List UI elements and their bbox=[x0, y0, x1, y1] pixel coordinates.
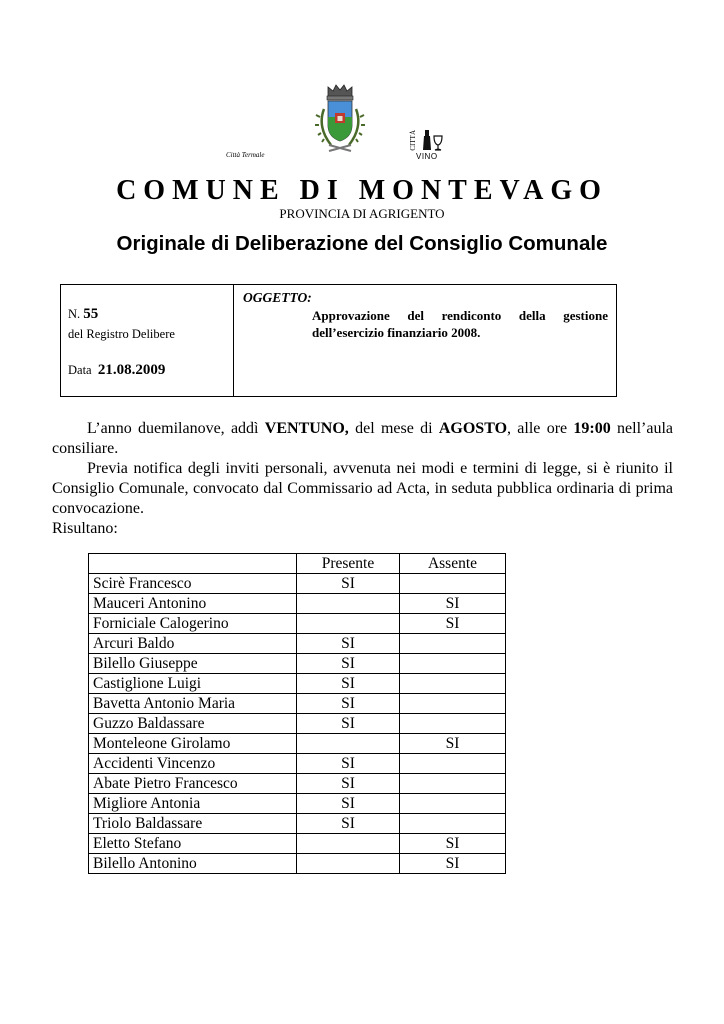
session-paragraph bbox=[52, 419, 673, 459]
assente-cell bbox=[400, 794, 506, 814]
member-name: Abate Pietro Francesco bbox=[89, 774, 297, 794]
session-day: VENTUNO, bbox=[264, 420, 349, 437]
document-body bbox=[52, 419, 673, 539]
assente-cell bbox=[400, 774, 506, 794]
date-label: Data bbox=[68, 363, 92, 377]
table-row bbox=[89, 654, 506, 674]
table-row bbox=[89, 574, 506, 594]
presente-cell: SI bbox=[297, 714, 400, 734]
subject-label: OGGETTO: bbox=[243, 290, 312, 305]
vino-logo-text: VINO bbox=[416, 152, 438, 161]
assente-cell bbox=[400, 674, 506, 694]
header-name bbox=[89, 554, 297, 574]
assente-cell: SI bbox=[400, 594, 506, 614]
registry-number bbox=[68, 306, 98, 323]
session-text-4: nell’aula consiliare. bbox=[52, 420, 674, 457]
member-name: Arcuri Baldo bbox=[89, 634, 297, 654]
presente-cell: SI bbox=[297, 574, 400, 594]
citta-del-vino-logo bbox=[410, 128, 448, 162]
member-name: Mauceri Antonino bbox=[89, 594, 297, 614]
table-row bbox=[89, 714, 506, 734]
presente-cell: SI bbox=[297, 654, 400, 674]
document-title: Originale di Deliberazione del Consiglio Comunale bbox=[116, 232, 608, 255]
assente-cell bbox=[400, 654, 506, 674]
assente-cell bbox=[400, 714, 506, 734]
member-name: Eletto Stefano bbox=[89, 834, 297, 854]
presente-cell: SI bbox=[297, 694, 400, 714]
table-row bbox=[89, 634, 506, 654]
coat-of-arms-icon bbox=[311, 83, 369, 163]
table-row bbox=[89, 694, 506, 714]
registry-number-prefix: N. bbox=[68, 307, 81, 321]
presente-cell: SI bbox=[297, 814, 400, 834]
table-row bbox=[89, 674, 506, 694]
registry-number-value: 55 bbox=[83, 306, 99, 322]
assente-cell bbox=[400, 694, 506, 714]
session-month: AGOSTO bbox=[438, 420, 508, 437]
info-box-divider bbox=[233, 285, 234, 396]
assente-cell bbox=[400, 754, 506, 774]
presente-cell: SI bbox=[297, 754, 400, 774]
table-row bbox=[89, 814, 506, 834]
province-subtitle: PROVINCIA DI AGRIGENTO bbox=[279, 206, 445, 221]
citta-termale-caption: Città Termale bbox=[226, 151, 265, 159]
member-name: Guzzo Baldassare bbox=[89, 714, 297, 734]
member-name: Bilello Antonino bbox=[89, 854, 297, 874]
table-row bbox=[89, 734, 506, 754]
session-time: 19:00 bbox=[573, 420, 611, 437]
assente-cell bbox=[400, 634, 506, 654]
assente-cell bbox=[400, 814, 506, 834]
presente-cell bbox=[297, 594, 400, 614]
header-assente: Assente bbox=[400, 554, 506, 574]
assente-cell: SI bbox=[400, 854, 506, 874]
subject-text: Approvazione del rendiconto della gestione dell’esercizio finanziario 2008. bbox=[312, 308, 608, 340]
table-row bbox=[89, 774, 506, 794]
presente-cell bbox=[297, 614, 400, 634]
member-name: Forniciale Calogerino bbox=[89, 614, 297, 634]
table-row bbox=[89, 834, 506, 854]
presente-cell bbox=[297, 734, 400, 754]
registry-date bbox=[68, 362, 165, 379]
session-text-1: L’anno duemilanove, addì bbox=[87, 420, 265, 437]
convocation-paragraph: Previa notifica degli inviti personali, avvenuta nei modi e termini di legge, si è riunito il Consiglio Comunale, convocato dal Commissario ad Acta, in seduta pubblica ordinaria di prima convocazione. bbox=[52, 460, 673, 517]
assente-cell: SI bbox=[400, 834, 506, 854]
member-name: Bilello Giuseppe bbox=[89, 654, 297, 674]
city-title: COMUNE DI MONTEVAGO bbox=[116, 175, 608, 206]
assente-cell bbox=[400, 574, 506, 594]
risultano-label: Risultano: bbox=[52, 520, 118, 537]
session-text-2: del mese di bbox=[348, 420, 439, 437]
table-row bbox=[89, 614, 506, 634]
table-row bbox=[89, 594, 506, 614]
table-row bbox=[89, 754, 506, 774]
member-name: Migliore Antonia bbox=[89, 794, 297, 814]
presente-cell bbox=[297, 854, 400, 874]
presente-cell: SI bbox=[297, 774, 400, 794]
member-name: Accidenti Vincenzo bbox=[89, 754, 297, 774]
assente-cell: SI bbox=[400, 734, 506, 754]
presente-cell bbox=[297, 834, 400, 854]
attendance-header-row bbox=[89, 554, 506, 574]
table-row bbox=[89, 854, 506, 874]
member-name: Scirè Francesco bbox=[89, 574, 297, 594]
deliberation-info-box bbox=[60, 284, 617, 397]
session-text-3: , alle ore bbox=[507, 420, 574, 437]
presente-cell: SI bbox=[297, 634, 400, 654]
date-value: 21.08.2009 bbox=[97, 362, 166, 378]
wine-bottle-icon bbox=[422, 128, 444, 152]
member-name: Bavetta Antonio Maria bbox=[89, 694, 297, 714]
header-presente: Presente bbox=[297, 554, 400, 574]
presente-cell: SI bbox=[297, 794, 400, 814]
table-row bbox=[89, 794, 506, 814]
attendance-table bbox=[88, 553, 506, 874]
citta-logo-text: CITTÀ bbox=[409, 130, 417, 151]
assente-cell: SI bbox=[400, 614, 506, 634]
member-name: Triolo Baldassare bbox=[89, 814, 297, 834]
presente-cell: SI bbox=[297, 674, 400, 694]
registry-label: del Registro Delibere bbox=[68, 327, 175, 341]
member-name: Castiglione Luigi bbox=[89, 674, 297, 694]
member-name: Monteleone Girolamo bbox=[89, 734, 297, 754]
attendance-body bbox=[89, 574, 506, 874]
